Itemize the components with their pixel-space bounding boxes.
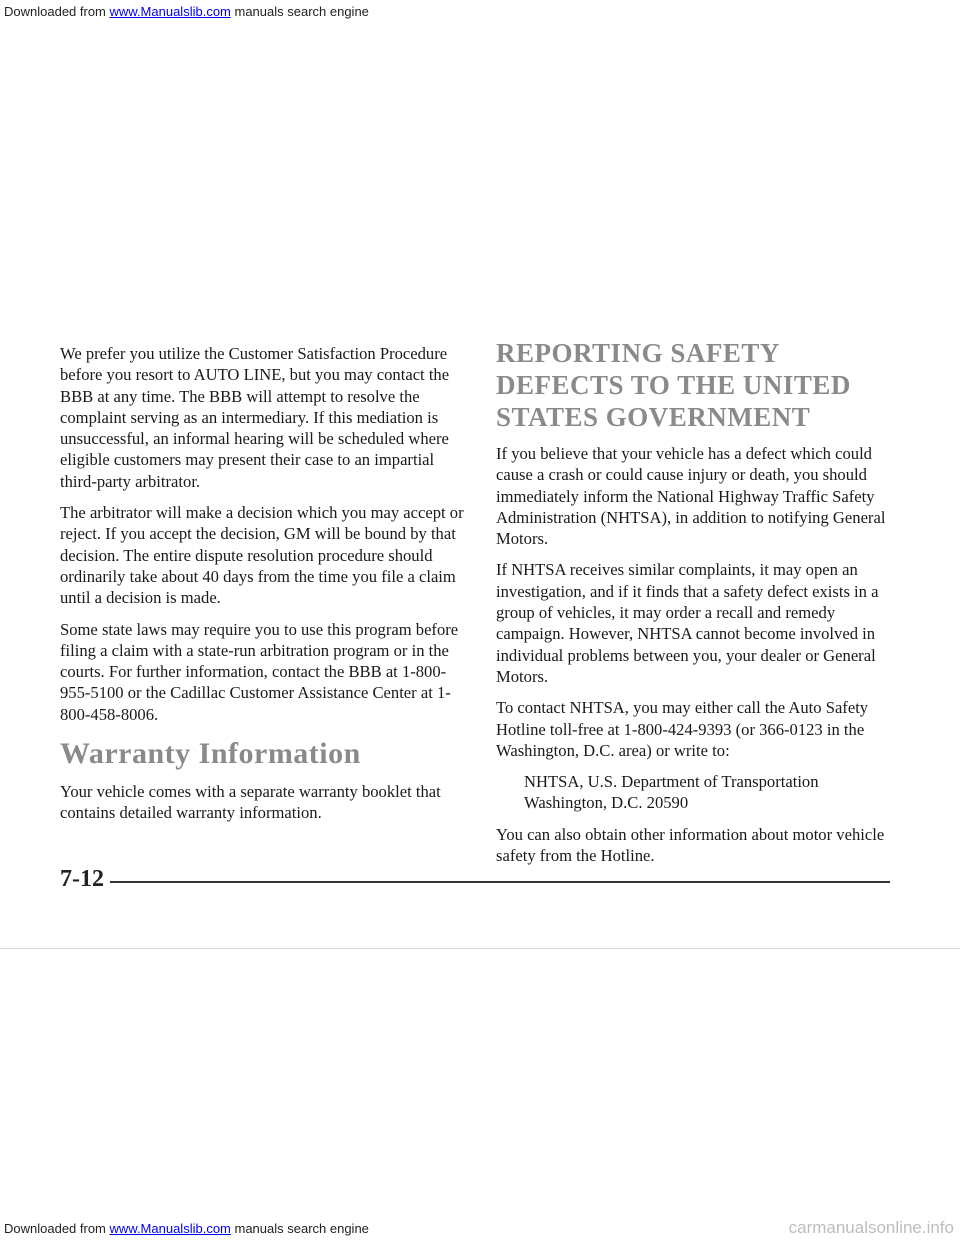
manualslib-link[interactable]: www.Manualslib.com (109, 4, 231, 19)
paragraph-customer-satisfaction: We prefer you utilize the Customer Satisfaction Procedure before you resort to AUTO LINE, but you may contact the BBB at any time. The BBB will attempt to resolve the complaint serving as an intermediary. If this mediation is unsuccessful, an informal hearing will be scheduled where eligible customers may present their case to an impartial third-party arbitrator. (60, 344, 450, 491)
paragraph-state-laws: Some state laws may require you to use this program before filing a claim with a state-run arbitration program or in the courts. For further information, contact the BBB at 1-800-955-5100 or the Cadillac Customer Assistance Center at 1-800-458-8006. (60, 619, 459, 724)
paragraph-defect: If you believe that your vehicle has a defect which could cause a crash or could cause injury or death, you should immediately inform the National Highway Traffic Safety Administration (NHTSA), in addition to notifying General Motors. (496, 444, 886, 549)
watermark: carmanualsonline.info (788, 1218, 954, 1237)
manualslib-link-bottom[interactable]: www.Manualslib.com (109, 1221, 231, 1236)
scan-edge-line (0, 948, 960, 949)
banner-suffix: manuals search engine (230, 4, 369, 19)
paragraph-warranty: Your vehicle comes with a separate warranty booklet that contains detailed warranty information. (60, 782, 441, 823)
right-column (496, 337, 896, 876)
left-column (60, 343, 470, 834)
reporting-heading: REPORTING SAFETY DEFECTS TO THE UNITED STATES GOVERNMENT (496, 338, 851, 432)
paragraph-nhtsa-complaints: If NHTSA receives similar complaints, it may open an investigation, and if it finds that a safety defect exists in a group of vehicles, it may order a recall and remedy campaign. However, NHTSA cannot become involved in individual problems between you, your dealer or General Motors. (496, 560, 879, 686)
download-banner (4, 4, 960, 19)
address-line-2: Washington, D.C. 20590 (524, 793, 689, 813)
page-footer (60, 866, 890, 893)
banner-suffix-bottom: manuals search engine (230, 1221, 369, 1236)
paragraph-hotline: You can also obtain other information about motor vehicle safety from the Hotline. (496, 824, 885, 866)
banner-prefix: Downloaded from (4, 4, 110, 19)
warranty-heading: Warranty Information (60, 737, 361, 771)
paragraph-arbitrator: The arbitrator will make a decision which you may accept or reject. If you accept the decision, GM will be bound by that decision. The entire dispute resolution procedure should ordinarily take about 40 days from the time you file a claim until a decision is made. (60, 503, 464, 608)
footer-rule (110, 881, 890, 883)
banner-prefix-bottom: Downloaded from (4, 1221, 110, 1236)
paragraph-contact-nhtsa: To contact NHTSA, you may either call the Auto Safety Hotline toll-free at 1-800-424-9393 (or 366-0123 in the Washington, D.C. area) or write to: (496, 698, 869, 760)
page-number: 7-12 (60, 866, 104, 892)
address-line-1: NHTSA, U.S. Department of Transportation (524, 772, 819, 792)
